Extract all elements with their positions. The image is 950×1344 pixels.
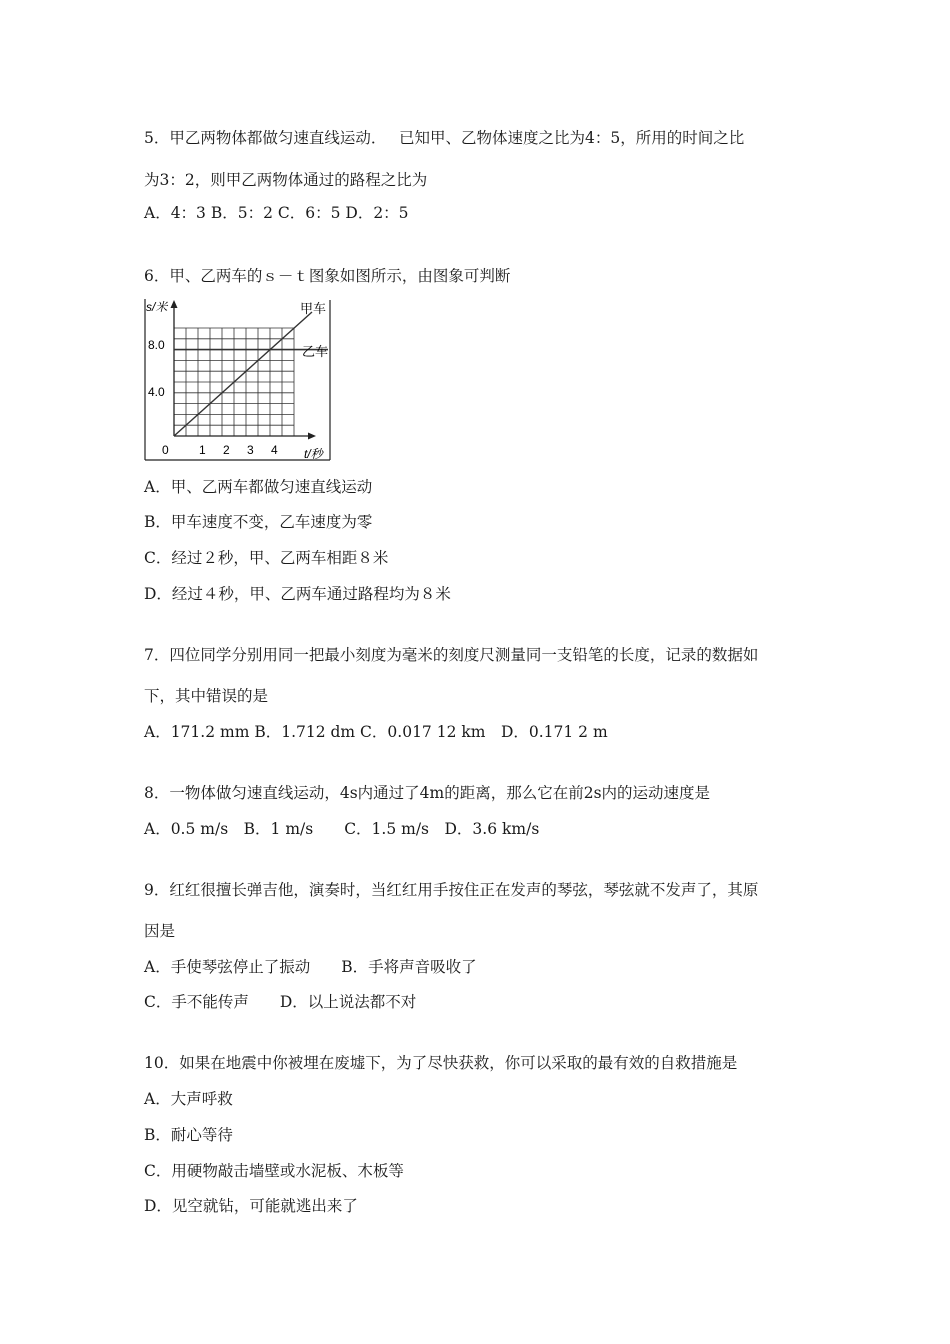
x-tick-2: 2 [223, 443, 230, 457]
q6-stem: 6．甲、乙两车的ｓ－ｔ图象如图所示，由图象可判断 [144, 267, 511, 285]
q8-stem: 8．一物体做匀速直线运动，4s内通过了4m的距离，那么它在前2s内的运动速度是 [144, 784, 711, 802]
x-tick-3: 3 [247, 443, 254, 457]
q7-stem-line1: 7．四位同学分别用同一把最小刻度为毫米的刻度尺测量同一支铅笔的长度，记录的数据如 [144, 646, 759, 664]
q6-option-b: B．甲车速度不变，乙车速度为零 [144, 513, 373, 531]
y-axis-label: s/米 [146, 300, 168, 314]
y-axis-arrow [171, 300, 178, 308]
x-axis-label: t/秒 [304, 447, 323, 461]
q9-options-line1: A．手使琴弦停止了振动 B．手将声音吸收了 [144, 958, 477, 976]
y-tick-8: 8.0 [148, 338, 165, 352]
x-axis-arrow [308, 433, 316, 440]
q10-stem: 10．如果在地震中你被埋在废墟下，为了尽快获救，你可以采取的最有效的自救措施是 [144, 1054, 738, 1072]
q10-option-a: A．大声呼救 [144, 1090, 233, 1108]
q8-options: A．0.5 m/s B．1 m/s C．1.5 m/s D．3.6 km/s [144, 820, 540, 838]
q10-option-b: B．耐心等待 [144, 1126, 233, 1144]
q6-option-c: C．经过２秒，甲、乙两车相距８米 [144, 549, 389, 567]
q5-options: A．4：3 B．5：2 C．6：5 D．2：5 [144, 204, 409, 222]
q6-option-d: D．经过４秒，甲、乙两车通过路程均为８米 [144, 585, 451, 603]
q9-stem-line1: 9．红红很擅长弹吉他，演奏时，当红红用手按住正在发声的琴弦，琴弦就不发声了，其原 [144, 881, 759, 899]
q7-stem-line2: 下，其中错误的是 [144, 687, 269, 705]
s-t-graph [144, 298, 344, 462]
q5-stem-line1: 5．甲乙两物体都做匀速直线运动． 已知甲、乙物体速度之比为4：5，所用的时间之比 [144, 129, 745, 147]
label-yi-car: 乙车 [302, 344, 329, 359]
q5-stem-line2: 为3：2，则甲乙两物体通过的路程之比为 [144, 171, 428, 189]
x-tick-0: 0 [162, 443, 169, 457]
x-tick-1: 1 [199, 443, 206, 457]
series-line-jia [174, 312, 312, 436]
x-tick-4: 4 [271, 443, 278, 457]
q10-option-c: C．用硬物敲击墙壁或水泥板、木板等 [144, 1162, 404, 1180]
label-jia-car: 甲车 [300, 301, 327, 316]
q7-options: A．171.2 mm B．1.712 dm C．0.017 12 km D．0.171 2 m [144, 723, 608, 741]
y-tick-4: 4.0 [148, 385, 165, 399]
q6-option-a: A．甲、乙两车都做匀速直线运动 [144, 478, 373, 496]
q9-stem-line2: 因是 [144, 922, 176, 940]
q10-option-d: D．见空就钻，可能就逃出来了 [144, 1197, 358, 1215]
q9-options-line2: C．手不能传声 D．以上说法都不对 [144, 993, 417, 1011]
